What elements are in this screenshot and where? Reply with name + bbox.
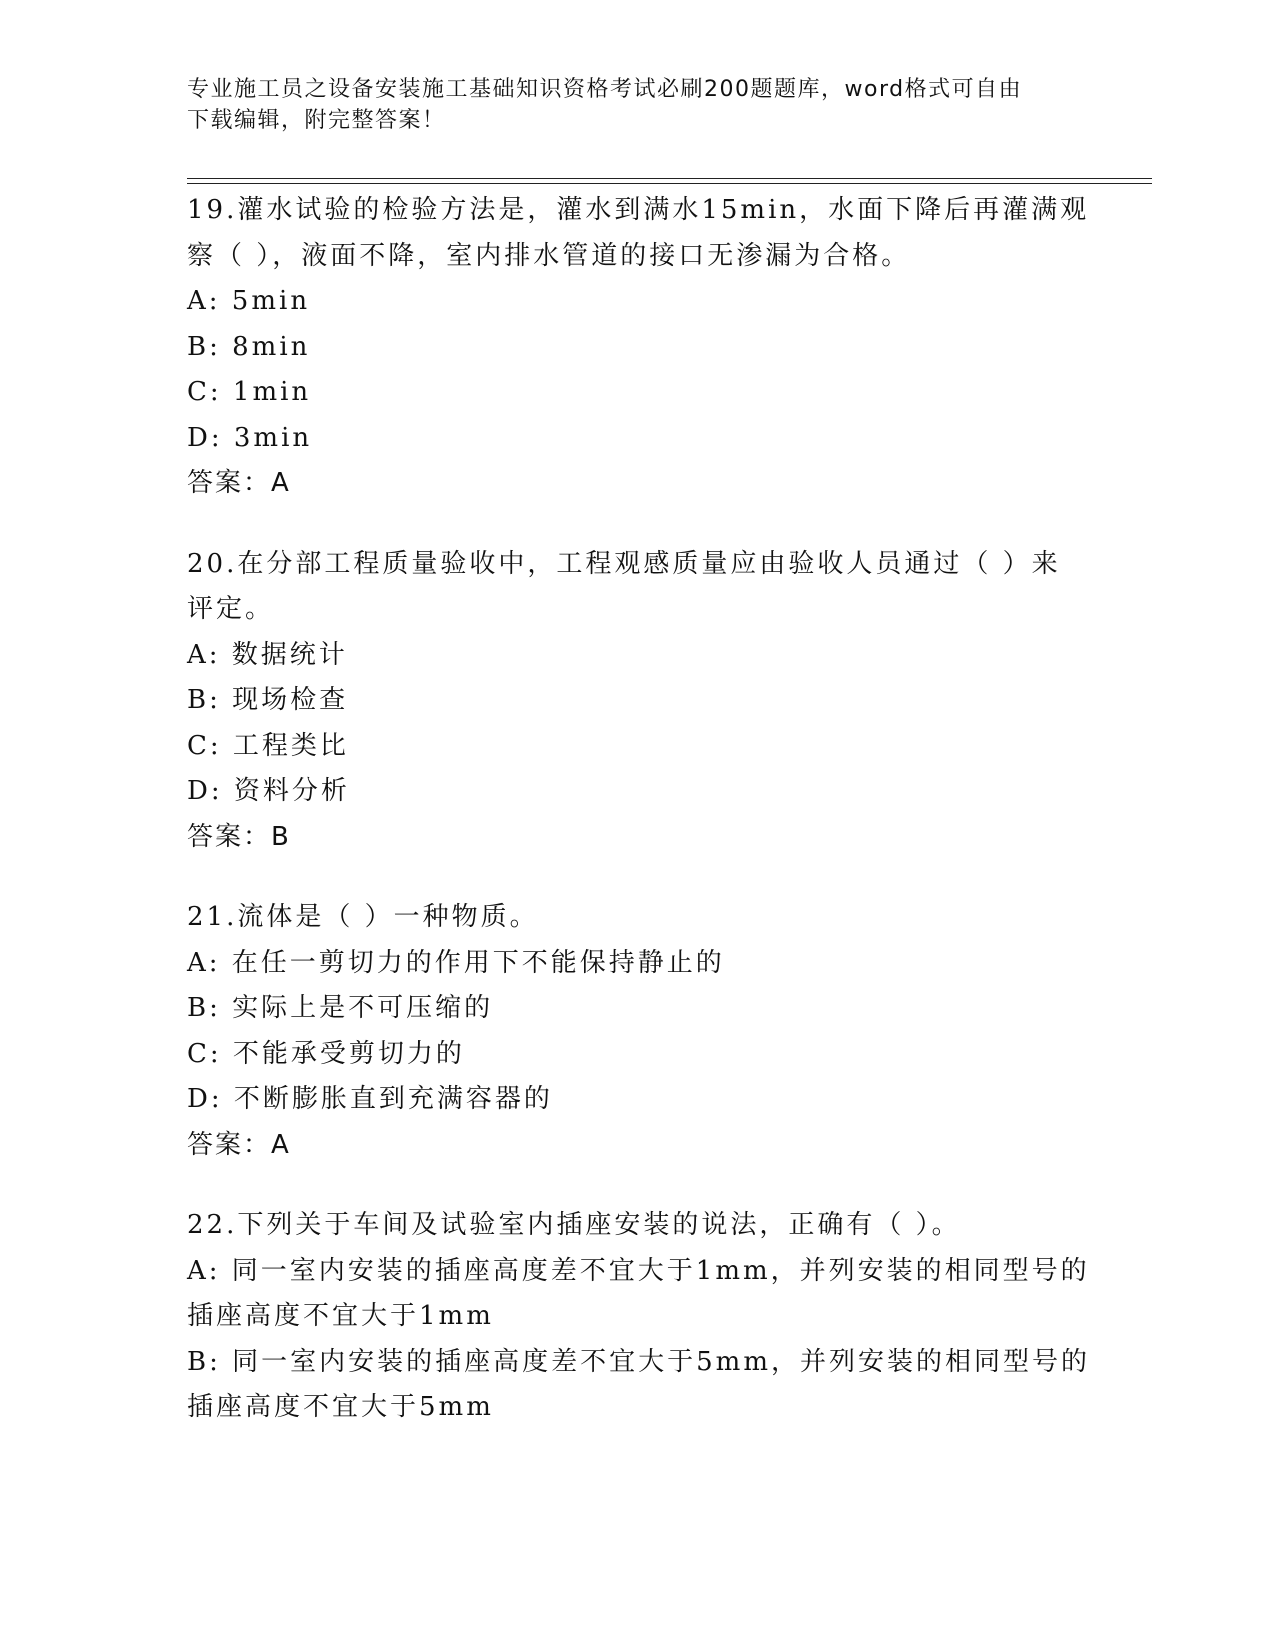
- option-d: D: 不断膨胀直到充满容器的: [187, 1084, 553, 1114]
- option-b-line-1: B: 同一室内安装的插座高度差不宜大于5mm，并列安装的相同型号的: [187, 1346, 1090, 1377]
- question-19: [187, 188, 1090, 507]
- option-c: C: 不能承受剪切力的: [187, 1038, 465, 1069]
- option-c: C: 1min: [187, 377, 312, 407]
- option-b-line-2: 插座高度不宜大于5mm: [187, 1392, 494, 1422]
- question-22: [187, 1203, 1090, 1431]
- option-b: B: 实际上是不可压缩的: [187, 993, 494, 1023]
- option-a: A: 在任一剪切力的作用下不能保持静止的: [187, 947, 725, 978]
- question-stem-line: 22.下列关于车间及试验室内插座安装的说法，正确有（ ）。: [187, 1210, 961, 1240]
- option-b: B: 现场检查: [187, 685, 349, 715]
- option-a: A: 5min: [187, 286, 311, 316]
- option-d: D: 资料分析: [187, 776, 350, 806]
- option-c: C: 工程类比: [187, 730, 349, 761]
- header-divider-top: [187, 178, 1152, 179]
- question-21: [187, 895, 1087, 1168]
- question-stem-line: 19.灌水试验的检验方法是，灌水到满水15min，水面下降后再灌满观: [187, 195, 1090, 225]
- answer-line: 答案：A: [187, 468, 291, 498]
- question-stem-line: 21.流体是（ ）一种物质。: [187, 902, 539, 932]
- question-20: [187, 542, 1087, 861]
- question-stem-line: 评定。: [187, 594, 275, 624]
- header-line-1: 专业施工员之设备安装施工基础知识资格考试必刷200题题库，word格式可自由: [187, 77, 1023, 102]
- question-stem-line: 20.在分部工程质量验收中，工程观感质量应由验收人员通过（ ）来: [187, 548, 1061, 579]
- option-b: B: 8min: [187, 331, 311, 362]
- answer-line: 答案：B: [187, 821, 291, 852]
- header-line-2: 下载编辑，附完整答案！: [187, 108, 446, 133]
- option-d: D: 3min: [187, 422, 313, 453]
- option-a-line-2: 插座高度不宜大于1mm: [187, 1301, 494, 1331]
- header-divider-bottom: [187, 183, 1152, 184]
- document-header: [187, 74, 1067, 136]
- option-a: A: 数据统计: [187, 639, 348, 670]
- option-a-line-1: A: 同一室内安装的插座高度差不宜大于1mm，并列安装的相同型号的: [187, 1255, 1090, 1286]
- answer-line: 答案：A: [187, 1129, 291, 1160]
- question-stem-line: 察（ ），液面不降，室内排水管道的接口无渗漏为合格。: [187, 240, 911, 271]
- question-list: [187, 188, 1090, 1466]
